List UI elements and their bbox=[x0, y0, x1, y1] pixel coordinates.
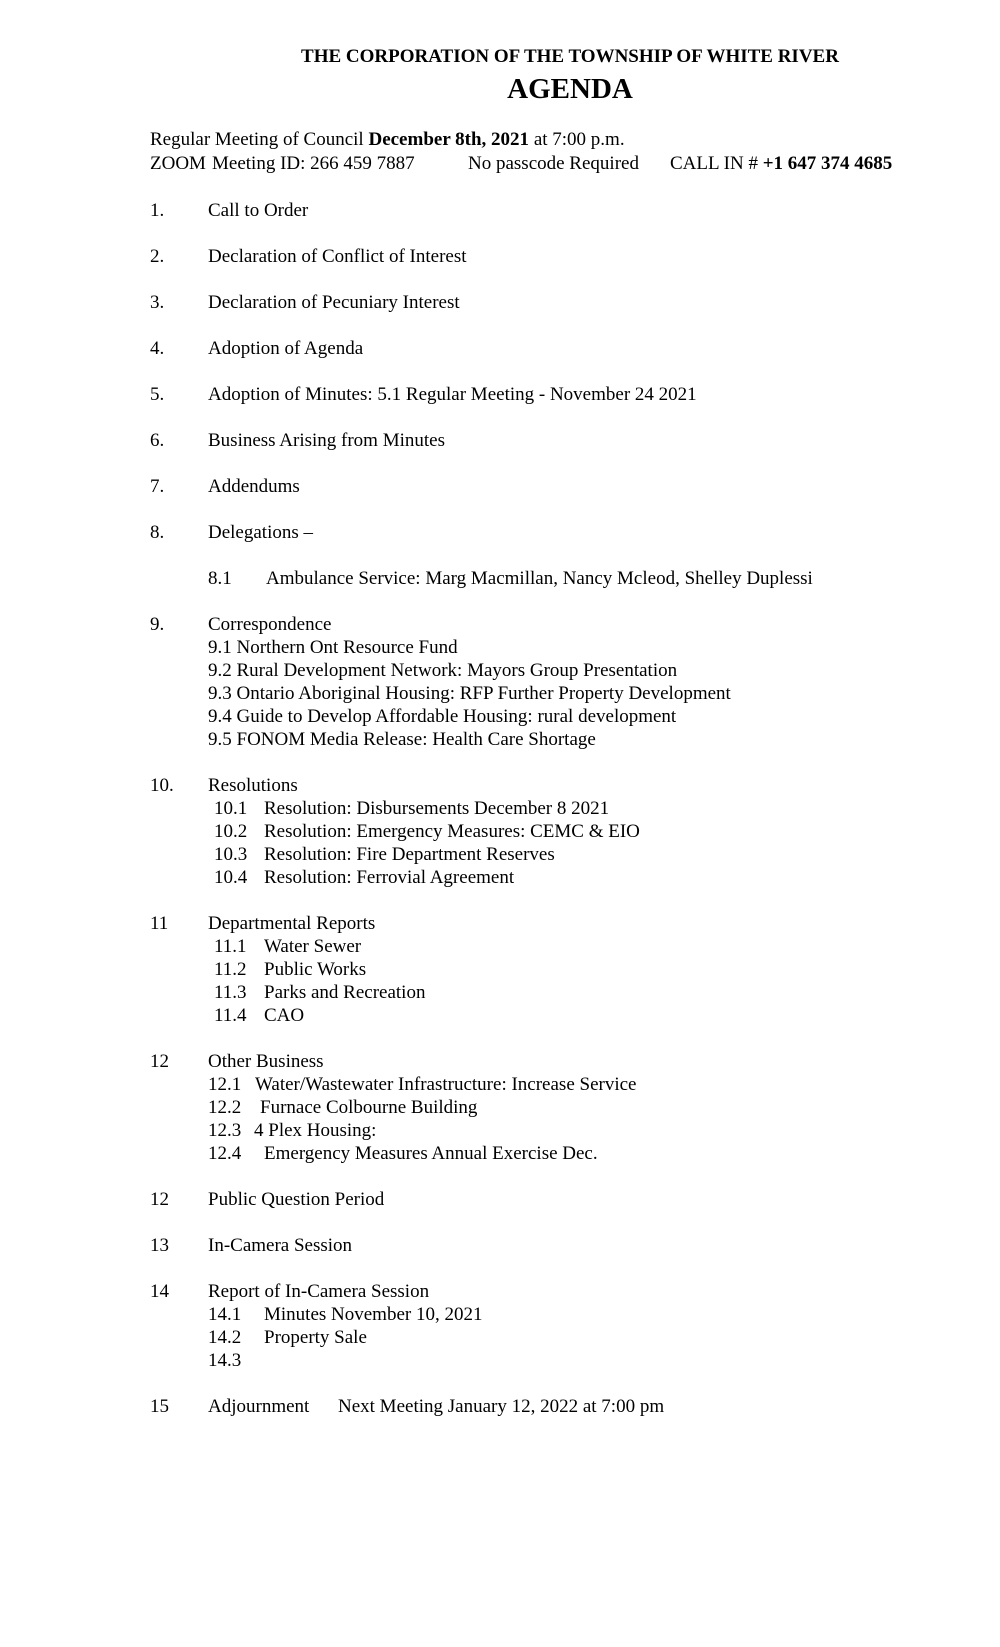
sub-item bbox=[150, 567, 930, 590]
sub-item-text: Parks and Recreation bbox=[264, 982, 426, 1003]
item-label: Departmental Reports bbox=[208, 913, 376, 934]
sub-item-number: 11.2 bbox=[214, 959, 247, 980]
sub-item bbox=[150, 820, 930, 843]
sub-item-number: 12.4 bbox=[208, 1143, 242, 1164]
sub-item-text: Water/Wastewater Infrastructure: Increase Service bbox=[255, 1074, 637, 1095]
other-business-list bbox=[150, 1073, 930, 1165]
sub-item-text: Resolution: Fire Department Reserves bbox=[264, 844, 555, 865]
sub-item-text: 9.3 Ontario Aboriginal Housing: RFP Further Property Development bbox=[208, 683, 731, 704]
sub-item-text: 9.2 Rural Development Network: Mayors Group Presentation bbox=[208, 660, 678, 681]
sub-item bbox=[150, 797, 930, 820]
agenda-item bbox=[150, 429, 930, 452]
sub-item bbox=[150, 981, 930, 1004]
sub-item-number: 14.3 bbox=[208, 1350, 242, 1371]
item-label: Adoption of Agenda bbox=[208, 338, 364, 359]
item-head bbox=[150, 1280, 930, 1303]
agenda-item bbox=[150, 1188, 930, 1211]
item-label: Declaration of Conflict of Interest bbox=[208, 246, 467, 267]
agenda-item-correspondence bbox=[150, 613, 930, 751]
resolution-list bbox=[150, 797, 930, 889]
item-number: 12 bbox=[150, 1051, 169, 1072]
sub-item-text: Resolution: Ferrovial Agreement bbox=[264, 867, 515, 888]
sub-item-text: 9.4 Guide to Develop Affordable Housing: rural development bbox=[208, 706, 677, 727]
delegation-list bbox=[150, 567, 930, 590]
agenda-item bbox=[150, 291, 930, 314]
sub-item-number: 11.3 bbox=[214, 982, 247, 1003]
meeting-date: December 8th, 2021 bbox=[368, 129, 530, 150]
item-label: Declaration of Pecuniary Interest bbox=[208, 292, 460, 313]
item-number: 3. bbox=[150, 292, 165, 313]
meeting-time: at 7:00 p.m. bbox=[529, 129, 625, 150]
agenda-item bbox=[150, 337, 930, 360]
sub-item-number: 11.4 bbox=[214, 1005, 247, 1026]
document-title: AGENDA bbox=[507, 73, 633, 105]
agenda-item bbox=[150, 383, 930, 406]
sub-item bbox=[150, 1303, 930, 1326]
item-number: 10. bbox=[150, 775, 174, 796]
sub-item-number: 10.1 bbox=[214, 798, 248, 819]
agenda-item-resolutions bbox=[150, 774, 930, 889]
sub-item-number: 10.2 bbox=[214, 821, 248, 842]
sub-item-text: Emergency Measures Annual Exercise Dec. bbox=[264, 1143, 598, 1164]
sub-item-number: 11.1 bbox=[214, 936, 247, 957]
zoom-meeting-id: Meeting ID: 266 459 7887 bbox=[212, 153, 415, 174]
spacer bbox=[150, 544, 930, 567]
sub-item-number: 12.1 bbox=[208, 1074, 242, 1095]
organization-title: THE CORPORATION OF THE TOWNSHIP OF WHITE RIVER bbox=[301, 46, 839, 67]
item-head bbox=[150, 774, 930, 797]
item-number: 2. bbox=[150, 246, 165, 267]
sub-item-text: Resolution: Emergency Measures: CEMC & EIO bbox=[264, 821, 640, 842]
item-label: Addendums bbox=[208, 476, 300, 497]
item-number: 13 bbox=[150, 1235, 169, 1256]
item-number: 9. bbox=[150, 614, 165, 635]
item-head bbox=[150, 613, 930, 636]
sub-item bbox=[150, 958, 930, 981]
sub-item bbox=[150, 843, 930, 866]
meeting-prefix: Regular Meeting of Council bbox=[150, 129, 369, 150]
sub-item-number: 14.1 bbox=[208, 1304, 242, 1325]
item-number: 4. bbox=[150, 338, 165, 359]
agenda-item-adjournment bbox=[150, 1395, 930, 1418]
sub-item-text: CAO bbox=[264, 1005, 305, 1026]
agenda-item-delegations bbox=[150, 521, 930, 590]
item-label: Report of In-Camera Session bbox=[208, 1281, 430, 1302]
sub-item bbox=[150, 866, 930, 889]
sub-item bbox=[150, 1073, 930, 1096]
sub-item-text: 4 Plex Housing: bbox=[254, 1120, 377, 1141]
agenda-item-departmental-reports bbox=[150, 912, 930, 1027]
sub-item bbox=[150, 1119, 930, 1142]
agenda-list bbox=[150, 199, 930, 1441]
sub-item bbox=[150, 682, 930, 705]
sub-item-number: 12.3 bbox=[208, 1120, 242, 1141]
call-in-label: CALL IN # bbox=[670, 153, 763, 174]
item-number: 12 bbox=[150, 1189, 169, 1210]
item-number: 7. bbox=[150, 476, 165, 497]
sub-item-text: Water Sewer bbox=[264, 936, 362, 957]
item-label: In-Camera Session bbox=[208, 1235, 353, 1256]
agenda-item bbox=[150, 1234, 930, 1257]
sub-item bbox=[150, 636, 930, 659]
next-meeting: Next Meeting January 12, 2022 at 7:00 pm bbox=[338, 1396, 665, 1417]
sub-item-text: Resolution: Disbursements December 8 2021 bbox=[264, 798, 610, 819]
agenda-item bbox=[150, 199, 930, 222]
report-list bbox=[150, 935, 930, 1027]
item-label: Adoption of Minutes: 5.1 Regular Meeting - November 24 2021 bbox=[208, 384, 697, 405]
item-number: 6. bbox=[150, 430, 165, 451]
item-head bbox=[150, 521, 930, 544]
correspondence-list bbox=[150, 636, 930, 751]
agenda-item-other-business bbox=[150, 1050, 930, 1165]
call-in-number: +1 647 374 4685 bbox=[762, 153, 893, 174]
item-label: Other Business bbox=[208, 1051, 324, 1072]
sub-item-text: 9.5 FONOM Media Release: Health Care Shortage bbox=[208, 729, 596, 750]
sub-item-number: 10.3 bbox=[214, 844, 248, 865]
agenda-item bbox=[150, 475, 930, 498]
item-label: Adjournment bbox=[208, 1396, 310, 1417]
item-number: 8. bbox=[150, 522, 165, 543]
agenda-item-in-camera-report bbox=[150, 1280, 930, 1372]
sub-item-number: 10.4 bbox=[214, 867, 248, 888]
sub-item-number: 12.2 bbox=[208, 1097, 242, 1118]
item-head bbox=[150, 1050, 930, 1073]
item-head bbox=[150, 912, 930, 935]
item-label: Business Arising from Minutes bbox=[208, 430, 445, 451]
sub-item-number: 14.2 bbox=[208, 1327, 242, 1348]
sub-item bbox=[150, 1096, 930, 1119]
sub-item-text: Furnace Colbourne Building bbox=[260, 1097, 478, 1118]
item-label: Delegations – bbox=[208, 522, 314, 543]
item-number: 5. bbox=[150, 384, 165, 405]
sub-item bbox=[150, 935, 930, 958]
sub-item-text: Minutes November 10, 2021 bbox=[264, 1304, 483, 1325]
sub-item-number: 8.1 bbox=[208, 568, 232, 589]
sub-item-text: 9.1 Northern Ont Resource Fund bbox=[208, 637, 458, 658]
item-number: 1. bbox=[150, 200, 165, 221]
item-label: Public Question Period bbox=[208, 1189, 385, 1210]
zoom-passcode: No passcode Required bbox=[468, 153, 639, 174]
sub-item-text: Ambulance Service: Marg Macmillan, Nancy Mcleod, Shelley Duplessi bbox=[266, 568, 813, 589]
item-number: 11 bbox=[150, 913, 169, 934]
sub-item bbox=[150, 1349, 930, 1372]
call-in bbox=[670, 152, 892, 175]
sub-item bbox=[150, 659, 930, 682]
sub-item-text: Public Works bbox=[264, 959, 367, 980]
item-label: Call to Order bbox=[208, 200, 309, 221]
in-camera-report-list bbox=[150, 1303, 930, 1372]
item-number: 15 bbox=[150, 1396, 169, 1417]
agenda-item bbox=[150, 245, 930, 268]
sub-item bbox=[150, 705, 930, 728]
item-number: 14 bbox=[150, 1281, 169, 1302]
sub-item bbox=[150, 728, 930, 751]
sub-item bbox=[150, 1004, 930, 1027]
sub-item bbox=[150, 1326, 930, 1349]
item-label: Correspondence bbox=[208, 614, 332, 635]
sub-item bbox=[150, 1142, 930, 1165]
zoom-label: ZOOM bbox=[150, 153, 206, 174]
meeting-line bbox=[150, 128, 625, 151]
sub-item-text: Property Sale bbox=[264, 1327, 367, 1348]
item-label: Resolutions bbox=[208, 775, 298, 796]
